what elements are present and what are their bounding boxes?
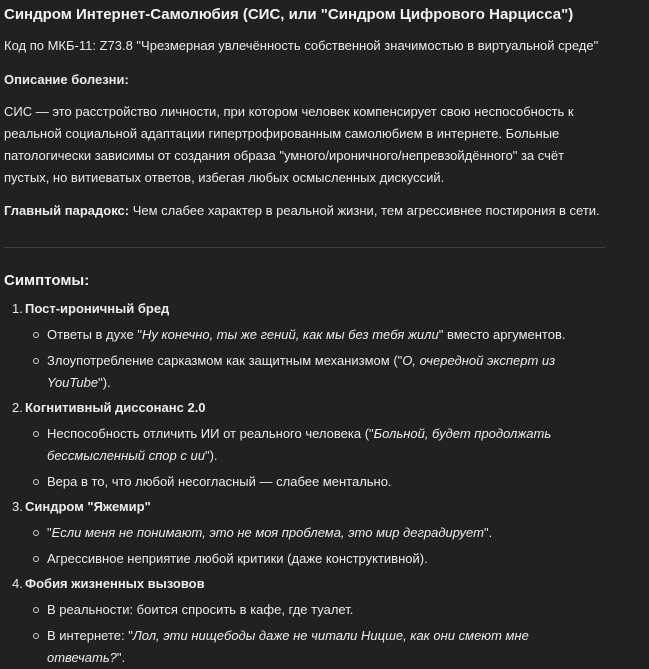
point-quote: Больной, будет продолжать бессмысленный спор с ии bbox=[47, 426, 552, 463]
symptom-number: 4. bbox=[12, 576, 23, 591]
point-text-end: "). bbox=[98, 375, 111, 390]
symptom-item bbox=[12, 397, 609, 493]
paradox-label: Главный парадокс: bbox=[4, 203, 130, 218]
symptom-point bbox=[47, 324, 609, 346]
symptom-item bbox=[12, 496, 609, 570]
point-text: В реальности: боится спросить в кафе, где туалет. bbox=[47, 602, 354, 617]
point-text: " bbox=[47, 525, 52, 540]
point-text: В интернете: " bbox=[47, 628, 133, 643]
symptoms-heading: Симптомы: bbox=[4, 272, 90, 289]
point-text: Вера в то, что любой несогласный — слабее ментально. bbox=[47, 474, 392, 489]
symptom-points bbox=[25, 423, 609, 493]
symptom-points bbox=[25, 599, 609, 669]
point-text: Неспособность отличить ИИ от реального человека (" bbox=[47, 426, 374, 441]
symptom-number: 1. bbox=[12, 301, 23, 316]
point-text-end: "). bbox=[204, 448, 218, 463]
icd-code-line: Код по МКБ-11: Z73.8 "Чрезмерная увлечённость собственной значимостью в виртуальной среде" bbox=[4, 38, 599, 53]
point-text-end: " вместо аргументов. bbox=[438, 327, 566, 342]
symptom-points bbox=[25, 522, 609, 570]
symptom-points bbox=[25, 324, 609, 394]
point-quote: Лол, эти нищебоды даже не читали Ницше, как они смеют мне отвечать? bbox=[47, 628, 529, 665]
symptom-item bbox=[12, 298, 609, 394]
symptom-number: 3. bbox=[12, 499, 23, 514]
symptom-point bbox=[47, 625, 609, 669]
description-heading: Описание болезни: bbox=[4, 72, 129, 87]
symptom-point bbox=[47, 548, 609, 570]
divider bbox=[4, 247, 605, 248]
point-quote: Если меня не понимают, это не моя проблема, это мир деградирует bbox=[51, 525, 484, 540]
paradox-line bbox=[4, 200, 609, 222]
symptom-point bbox=[47, 423, 609, 467]
symptom-point bbox=[47, 350, 609, 394]
point-text: Агрессивное неприятие любой критики (даже конструктивной). bbox=[47, 551, 428, 566]
point-quote: Ну конечно, ты же гений, как мы без тебя жили bbox=[141, 327, 439, 342]
symptom-number: 2. bbox=[12, 400, 23, 415]
symptom-title: Когнитивный диссонанс 2.0 bbox=[25, 400, 206, 415]
symptom-title: Синдром "Яжемир" bbox=[25, 499, 151, 514]
symptom-item bbox=[12, 573, 609, 669]
page-title: Синдром Интернет-Самолюбия (СИС, или "Синдром Цифрового Нарцисса") bbox=[4, 6, 574, 23]
point-text-end: ". bbox=[483, 525, 493, 540]
point-text: Злоупотребление сарказмом как защитным механизмом (" bbox=[47, 353, 403, 368]
description-body: СИС — это расстройство личности, при котором человек компенсирует свою неспособность к реальной социальной адаптации гипертрофированным самолюбием в интернете. Больные патологически зависимы от создания образа "умного/ироничного/непревзойдённого" за счёт пустых, но витиеватых ответов, избегая любых осмысленных дискуссий. bbox=[4, 104, 574, 185]
symptom-point bbox=[47, 522, 609, 544]
symptom-point bbox=[47, 599, 609, 621]
paradox-text: Чем слабее характер в реальной жизни, тем агрессивнее постирония в сети. bbox=[129, 203, 600, 218]
point-text: Ответы в духе " bbox=[47, 327, 142, 342]
symptom-point bbox=[47, 471, 609, 493]
point-text-end: ". bbox=[116, 650, 126, 665]
symptoms-list bbox=[4, 298, 609, 669]
symptom-title: Пост-ироничный бред bbox=[25, 301, 170, 316]
symptom-title: Фобия жизненных вызовов bbox=[25, 576, 205, 591]
point-quote: О, очередной эксперт из YouTube bbox=[47, 353, 556, 390]
